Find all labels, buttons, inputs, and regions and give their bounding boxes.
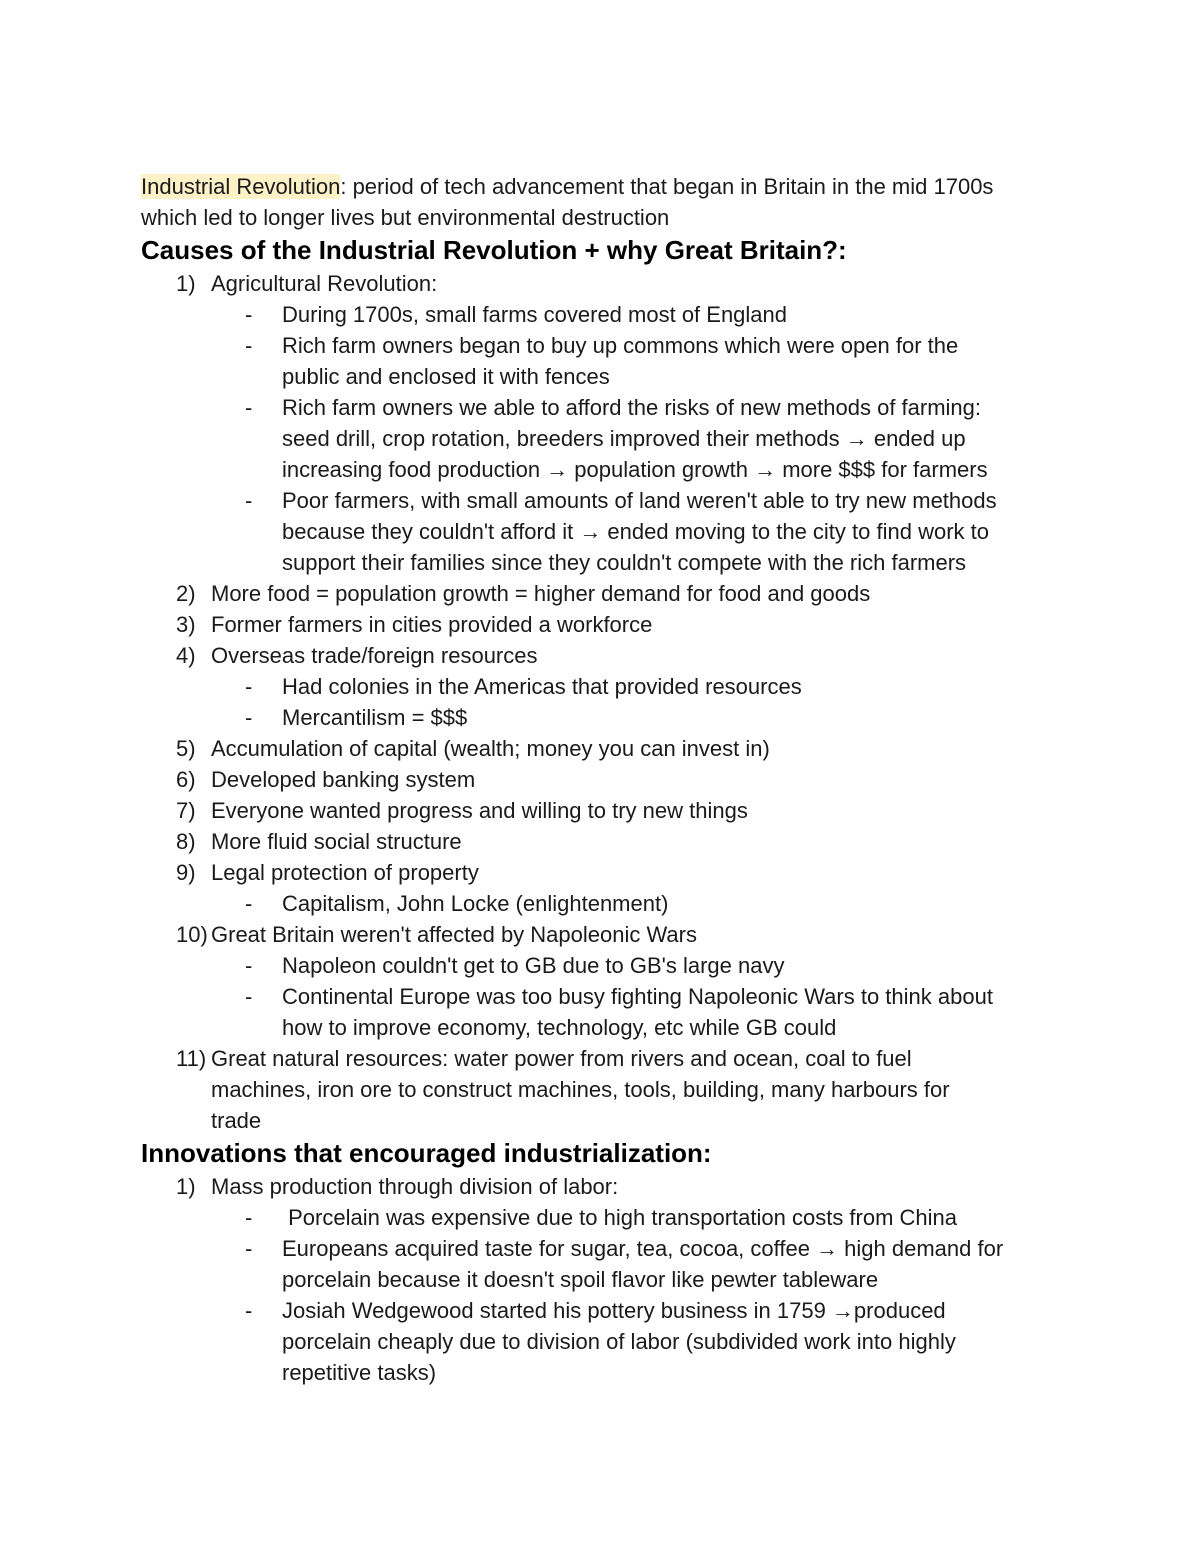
list-number: 3) — [176, 612, 196, 637]
list-item-text: More fluid social structure — [211, 829, 462, 854]
sub-bullet-text: Josiah Wedgewood started his pottery business in 1759 →produced — [282, 1298, 946, 1323]
list-number: 7) — [176, 798, 196, 823]
list-number: 8) — [176, 829, 196, 854]
list-number: 2) — [176, 581, 196, 606]
list-number: 6) — [176, 767, 196, 792]
sub-bullet-text: repetitive tasks) — [282, 1360, 437, 1385]
list-item-line — [141, 1074, 1071, 1105]
list-item — [141, 795, 1071, 826]
sub-bullet-line — [141, 547, 1071, 578]
list-item — [141, 268, 1071, 578]
list-item-text: More food = population growth = higher demand for food and goods — [211, 581, 871, 606]
sub-bullet-text: During 1700s, small farms covered most of England — [282, 302, 788, 327]
list-item-line — [141, 795, 1071, 826]
sub-bullet-line — [141, 1357, 1071, 1388]
list-item-line — [141, 578, 1071, 609]
list-number: 9) — [176, 860, 196, 885]
sub-bullet-line — [141, 981, 1071, 1012]
dash-bullet-icon: - — [245, 705, 253, 730]
list-item-line — [141, 919, 1071, 950]
list-item — [141, 578, 1071, 609]
list-item-text: Mass production through division of labor: — [211, 1174, 619, 1199]
dash-bullet-icon: - — [245, 1236, 253, 1261]
sub-bullet-line — [141, 888, 1071, 919]
dash-bullet-icon: - — [245, 488, 253, 513]
list-item-text: Overseas trade/foreign resources — [211, 643, 538, 668]
sub-bullet-line — [141, 361, 1071, 392]
sub-bullet-line — [141, 423, 1071, 454]
list-item — [141, 857, 1071, 919]
sub-bullet-line — [141, 1295, 1071, 1326]
list-item-text: Accumulation of capital (wealth; money you can invest in) — [211, 736, 770, 761]
sub-bullet-text: Porcelain was expensive due to high transportation costs from China — [282, 1205, 958, 1230]
sub-bullet-text: public and enclosed it with fences — [282, 364, 610, 389]
list-item — [141, 640, 1071, 733]
list-item-text: trade — [211, 1108, 262, 1133]
list-number: 1) — [176, 1174, 196, 1199]
section-heading-innovations: Innovations that encouraged industrialization: — [141, 1138, 712, 1168]
dash-bullet-icon: - — [245, 891, 253, 916]
list-number: 1) — [176, 271, 196, 296]
list-item-line — [141, 609, 1071, 640]
sub-bullet-line — [141, 392, 1071, 423]
list-item-text: machines, iron ore to construct machines, tools, building, many harbours for — [211, 1077, 950, 1102]
dash-bullet-icon: - — [245, 333, 253, 358]
sub-bullet-text: Rich farm owners we able to afford the risks of new methods of farming: — [282, 395, 982, 420]
sub-bullet-text: Rich farm owners began to buy up commons which were open for the — [282, 333, 959, 358]
list-item-text: Developed banking system — [211, 767, 476, 792]
list-number: 10) — [176, 922, 208, 947]
list-number: 11) — [176, 1046, 207, 1071]
dash-bullet-icon: - — [245, 674, 253, 699]
sub-bullet-text: Continental Europe was too busy fighting Napoleonic Wars to think about — [282, 984, 993, 1009]
sub-bullet-text: seed drill, crop rotation, breeders improved their methods → ended up — [282, 426, 966, 451]
list-item-text: Everyone wanted progress and willing to try new things — [211, 798, 748, 823]
sub-bullet-line — [141, 1202, 1071, 1233]
sub-bullet-line — [141, 299, 1071, 330]
sub-bullet-text: Napoleon couldn't get to GB due to GB's large navy — [282, 953, 785, 978]
list-item-line — [141, 826, 1071, 857]
sub-bullet-line — [141, 330, 1071, 361]
list-item-line — [141, 764, 1071, 795]
list-item-text: Legal protection of property — [211, 860, 479, 885]
sub-bullet-text: because they couldn't afford it → ended moving to the city to find work to — [282, 519, 989, 544]
sub-bullet-line — [141, 485, 1071, 516]
dash-bullet-icon: - — [245, 1205, 253, 1230]
sub-bullet-text: Capitalism, John Locke (enlightenment) — [282, 891, 669, 916]
sub-bullet-text: how to improve economy, technology, etc while GB could — [282, 1015, 837, 1040]
list-item-line — [141, 733, 1071, 764]
dash-bullet-icon: - — [245, 395, 253, 420]
highlighted-term: Industrial Revolution — [141, 174, 341, 199]
list-item-line — [141, 1171, 1071, 1202]
sub-bullet-line — [141, 516, 1071, 547]
sub-bullet-text: Mercantilism = $$$ — [282, 705, 468, 730]
causes-list — [141, 268, 1071, 1136]
sub-bullet-text: increasing food production → population growth → more $$$ for farmers — [282, 457, 988, 482]
list-item-text: Great Britain weren't affected by Napoleonic Wars — [211, 922, 697, 947]
list-item — [141, 1043, 1071, 1136]
list-number: 4) — [176, 643, 196, 668]
list-item-line — [141, 857, 1071, 888]
list-item — [141, 826, 1071, 857]
list-item — [141, 1171, 1071, 1388]
list-item — [141, 733, 1071, 764]
sub-bullet-line — [141, 950, 1071, 981]
dash-bullet-icon: - — [245, 953, 253, 978]
intro-line-2: which led to longer lives but environmental destruction — [141, 205, 670, 230]
dash-bullet-icon: - — [245, 1298, 253, 1323]
list-item — [141, 919, 1071, 1043]
section-heading-causes: Causes of the Industrial Revolution + why Great Britain?: — [141, 235, 847, 265]
dash-bullet-icon: - — [245, 302, 253, 327]
sub-bullet-line — [141, 1326, 1071, 1357]
sub-bullet-line — [141, 1264, 1071, 1295]
sub-bullet-line — [141, 1012, 1071, 1043]
list-item-line — [141, 1105, 1071, 1136]
innovations-list — [141, 1171, 1071, 1388]
document-body — [141, 171, 1071, 1388]
sub-bullet-text: support their families since they couldn't compete with the rich farmers — [282, 550, 967, 575]
list-item — [141, 764, 1071, 795]
definition-text: : period of tech advancement that began in Britain in the mid 1700s — [340, 174, 994, 199]
list-item-text: Former farmers in cities provided a workforce — [211, 612, 653, 637]
list-item-line — [141, 640, 1071, 671]
sub-bullet-line — [141, 1233, 1071, 1264]
sub-bullet-line — [141, 454, 1071, 485]
sub-bullet-text: Had colonies in the Americas that provided resources — [282, 674, 802, 699]
sub-bullet-text: Poor farmers, with small amounts of land weren't able to try new methods — [282, 488, 997, 513]
sub-bullet-line — [141, 702, 1071, 733]
dash-bullet-icon: - — [245, 984, 253, 1009]
list-item-text: Great natural resources: water power from rivers and ocean, coal to fuel — [211, 1046, 912, 1071]
intro-line-1 — [141, 171, 1071, 202]
list-item — [141, 609, 1071, 640]
list-number: 5) — [176, 736, 196, 761]
sub-bullet-text: Europeans acquired taste for sugar, tea, cocoa, coffee → high demand for — [282, 1236, 1004, 1261]
list-item-line — [141, 1043, 1071, 1074]
sub-bullet-text: porcelain because it doesn't spoil flavor like pewter tableware — [282, 1267, 879, 1292]
sub-bullet-text: porcelain cheaply due to division of labor (subdivided work into highly — [282, 1329, 956, 1354]
sub-bullet-line — [141, 671, 1071, 702]
list-item-text: Agricultural Revolution: — [211, 271, 438, 296]
list-item-line — [141, 268, 1071, 299]
